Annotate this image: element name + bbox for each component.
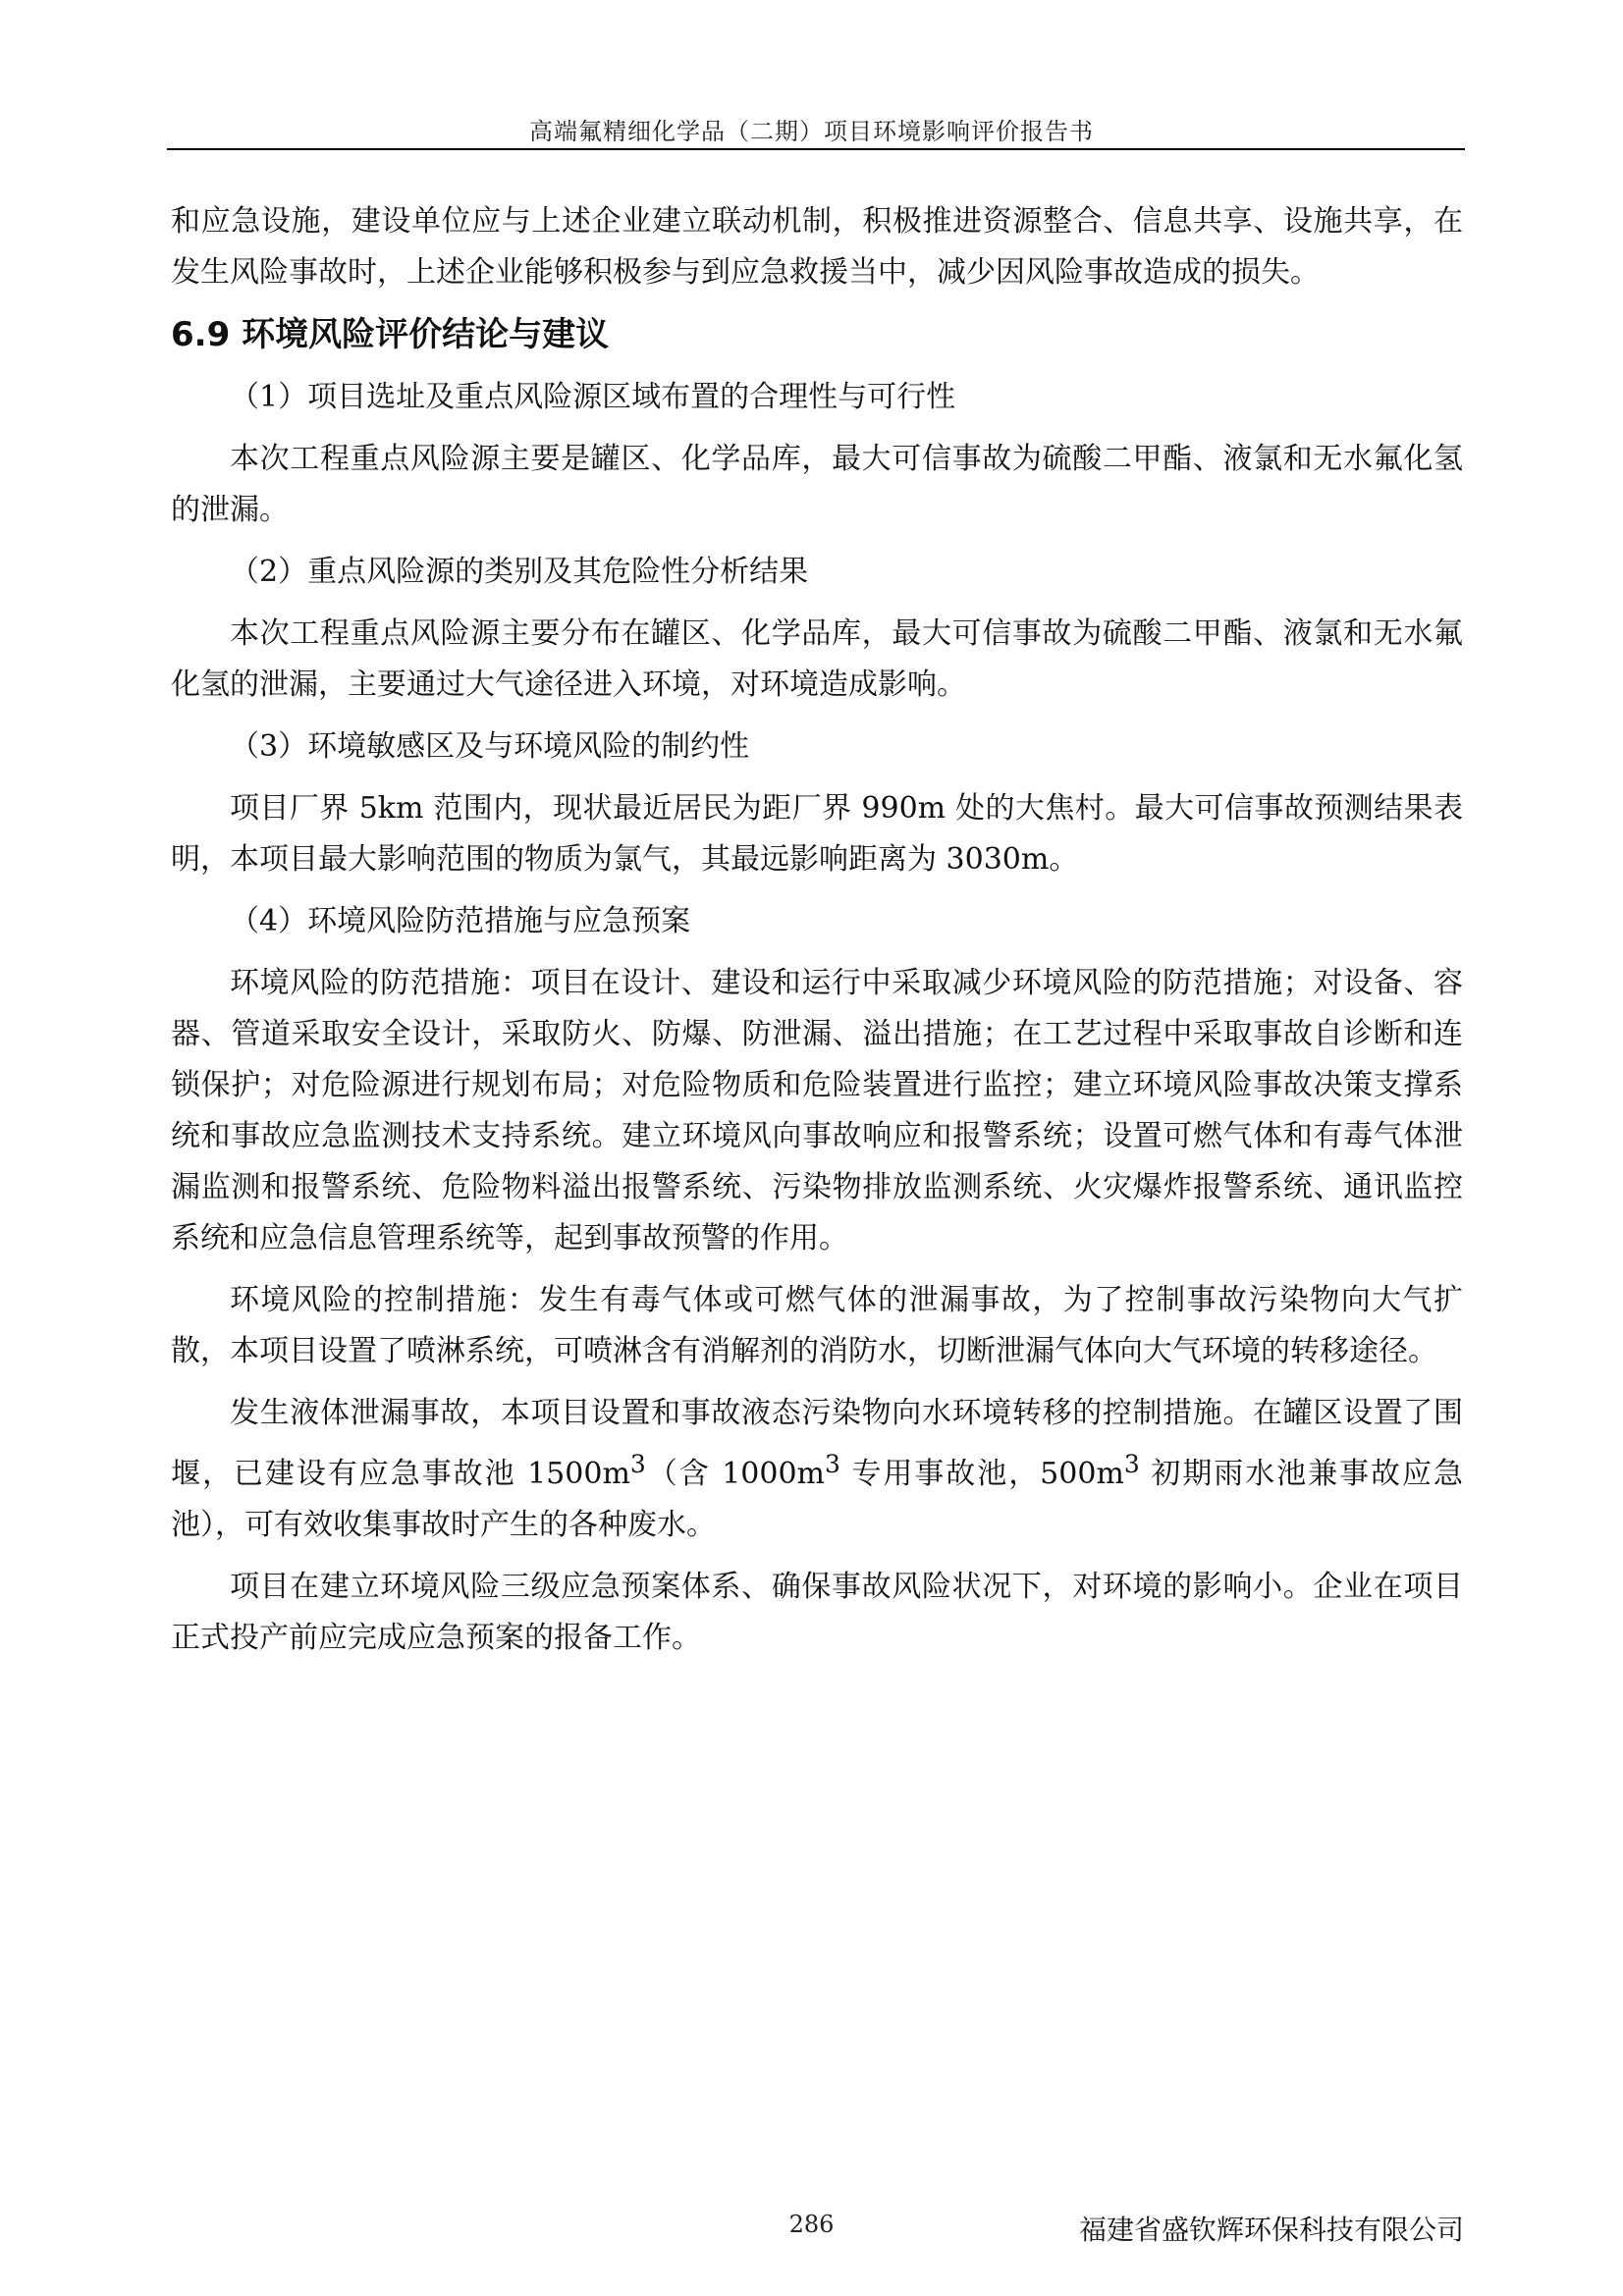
- item3-paragraph: 项目厂界 5km 范围内，现状最近居民为距厂界 990m 处的大焦村。最大可信事故预测结果表明，本项目最大影响范围的物质为氯气，其最远影响距离为 3030m。: [171, 791, 1463, 877]
- document-body: [171, 196, 1463, 1675]
- superscript-3: 3: [825, 1450, 840, 1478]
- superscript-3: 3: [1123, 1450, 1140, 1478]
- liquid-leak-text-a: 发生液体泄漏事故，本项目设置和事故液态污染物向水环境转移的控制措施。在罐区设置了围堰，已建设有应急事故池 1500m: [171, 1396, 1463, 1491]
- item2-paragraph: 本次工程重点风险源主要分布在罐区、化学品库，最大可信事故为硫酸二甲酯、液氯和无水氟化氢的泄漏，主要通过大气途径进入环境，对环境造成影响。: [171, 616, 1463, 702]
- intro-paragraph: 和应急设施，建设单位应与上述企业建立联动机制，积极推进资源整合、信息共享、设施共享，在发生风险事故时，上述企业能够积极参与到应急救援当中，减少因风险事故造成的损失。: [171, 204, 1463, 290]
- liquid-leak-text-c: 专用事故池，500m: [839, 1457, 1124, 1491]
- liquid-leak-text-d: 初期雨水池兼事故应急池），可有效收集事故时产生的各种废水。: [171, 1457, 1463, 1542]
- item3-title: （3）环境敏感区及与环境风险的制约性: [230, 729, 750, 764]
- footer-company: 福建省盛钦辉环保科技有限公司: [1078, 2214, 1464, 2246]
- risk-control-paragraph: 环境风险的控制措施：发生有毒气体或可燃气体的泄漏事故，为了控制事故污染物向大气扩散，本项目设置了喷淋系统，可喷淋含有消解剂的消防水，切断泄漏气体向大气环境的转移途径。: [171, 1283, 1463, 1368]
- contingency-plan-paragraph: 项目在建立环境风险三级应急预案体系、确保事故风险状况下，对环境的影响小。企业在项目正式投产前应完成应急预案的报备工作。: [171, 1570, 1463, 1655]
- liquid-leak-paragraph: [171, 1388, 1463, 1551]
- header-divider: [167, 148, 1465, 150]
- item2-title: （2）重点风险源的类别及其危险性分析结果: [230, 555, 809, 589]
- item4-title: （4）环境风险防范措施与应急预案: [230, 904, 691, 938]
- section-heading: 6.9 环境风险评价结论与建议: [171, 315, 610, 354]
- item1-title: （1）项目选址及重点风险源区域布置的合理性与可行性: [230, 380, 956, 414]
- liquid-leak-text-b: （含 1000m: [645, 1457, 825, 1491]
- item1-paragraph: 本次工程重点风险源主要是罐区、化学品库，最大可信事故为硫酸二甲酯、液氯和无水氟化氢的泄漏。: [171, 442, 1463, 527]
- risk-prevention-paragraph: 环境风险的防范措施：项目在设计、建设和运行中采取减少环境风险的防范措施；对设备、容器、管道采取安全设计，采取防火、防爆、防泄漏、溢出措施；在工艺过程中采取事故自诊断和连锁保护；对危险源进行规划布局；对危险物质和危险装置进行监控；建立环境风险事故决策支撑系统和事故应急监测技术支持系统。建立环境风向事故响应和报警系统；设置可燃气体和有毒气体泄漏监测和报警系统、危险物料溢出报警系统、污染物排放监测系统、火灾爆炸报警系统、通讯监控系统和应急信息管理系统等，起到事故预警的作用。: [171, 966, 1463, 1255]
- document-header-title: 高端氟精细化学品（二期）项目环境影响评价报告书: [529, 118, 1094, 145]
- superscript-3: 3: [629, 1450, 646, 1478]
- page-number: 286: [788, 2211, 835, 2238]
